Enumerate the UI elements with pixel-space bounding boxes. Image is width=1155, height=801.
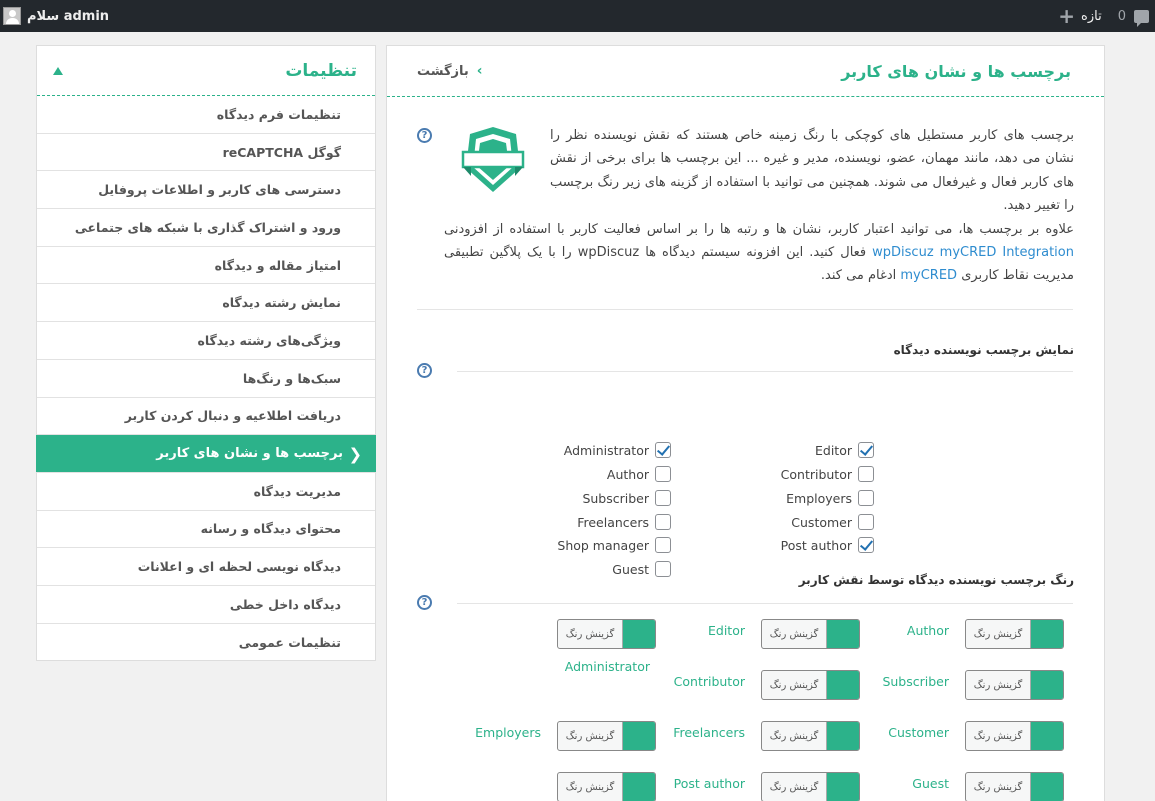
- checkbox-shop-manager[interactable]: [557, 537, 671, 553]
- color-swatch: [623, 722, 655, 750]
- sidebar-item-label: تنظیمات عمومی: [238, 634, 341, 650]
- checkbox-label: Editor: [815, 442, 852, 458]
- sidebar-item-label: دیدگاه داخل خطی: [229, 596, 341, 612]
- description-text: ادغام می کند.: [820, 268, 901, 284]
- checkbox-freelancers[interactable]: [577, 514, 671, 530]
- sidebar-item-recaptcha[interactable]: [37, 134, 375, 172]
- color-label-guest: Guest: [912, 776, 949, 791]
- sidebar-item-subscription[interactable]: [37, 398, 375, 436]
- color-label-freelancers: Freelancers: [673, 725, 745, 740]
- collapse-arrow-icon[interactable]: [53, 67, 63, 75]
- sidebar-header[interactable]: [37, 46, 375, 96]
- color-pick-text: گزینش رنگ: [558, 722, 623, 750]
- sidebar-item-label: ویژگی‌های رشته دیدگاه: [197, 332, 341, 348]
- description-text: فعال کنید. این افزونه سیستم دیدگاه ها wpDiscuz را با یک پلاگین تطبیقی مدیریت نقاط کاربری: [444, 245, 1074, 284]
- description: [444, 124, 1074, 288]
- help-icon[interactable]: ?: [417, 363, 432, 378]
- sidebar-item-live-commenting[interactable]: [37, 548, 375, 586]
- color-pick-text: گزینش رنگ: [966, 671, 1031, 699]
- settings-sidebar: [36, 45, 376, 661]
- sidebar-item-label: دسترسی های کاربر و اطلاعات پروفایل: [98, 182, 341, 198]
- checkbox[interactable]: [858, 442, 874, 458]
- checkbox-post-author[interactable]: [781, 537, 874, 553]
- settings-panel: [386, 45, 1105, 801]
- color-swatch: [623, 773, 655, 801]
- mycred-integration-link[interactable]: wpDiscuz myCRED Integration: [872, 245, 1074, 261]
- color-swatch: [1031, 722, 1063, 750]
- color-pick-text: گزینش رنگ: [966, 773, 1031, 801]
- checkbox[interactable]: [858, 537, 874, 553]
- description-paragraph: برچسب های کاربر مستطیل های کوچکی با رنگ زمینه خاص هستند که نقش نویسنده نظر را نشان می دهد، مانند مهمان، عضو، نویسنده، مدیر و غیره ... این برچسب ها برای برخی از نقش های کاربر فعال و غیرفعال می شوند. همچنین می توانید با استفاده از گزینه های زیر رنگ برچسب را تغییر دهید.: [550, 128, 1074, 214]
- checkbox-administrator[interactable]: [564, 442, 671, 458]
- checkbox[interactable]: [858, 466, 874, 482]
- color-picker-editor[interactable]: [761, 619, 860, 649]
- account-menu[interactable]: [0, 0, 109, 32]
- panel-header: [387, 46, 1104, 97]
- color-pick-text: گزینش رنگ: [966, 722, 1031, 750]
- color-pick-text: گزینش رنگ: [762, 671, 827, 699]
- checkbox-label: Shop manager: [557, 537, 649, 553]
- color-swatch: [1031, 773, 1063, 801]
- sidebar-item-label: امتیاز مقاله و دیدگاه: [214, 257, 341, 273]
- color-picker-contributor[interactable]: [761, 670, 860, 700]
- checkbox-label: Post author: [780, 537, 852, 553]
- checkbox-editor[interactable]: [815, 442, 874, 458]
- sidebar-item-thread-display[interactable]: [37, 284, 375, 322]
- sidebar-item-social-login[interactable]: [37, 209, 375, 247]
- sidebar-item-user-access[interactable]: [37, 171, 375, 209]
- checkbox[interactable]: [655, 466, 671, 482]
- sidebar-item-content-media[interactable]: [37, 511, 375, 549]
- checkbox-label: Customer: [791, 514, 852, 530]
- color-picker-employers[interactable]: [557, 721, 656, 751]
- checkbox-label: Employers: [786, 490, 852, 506]
- divider: [417, 309, 1073, 310]
- color-picker-subscriber[interactable]: [965, 670, 1064, 700]
- sidebar-item-inline-comments[interactable]: [37, 586, 375, 624]
- color-label-customer: Customer: [888, 725, 949, 740]
- checkbox[interactable]: [655, 442, 671, 458]
- color-label-employers: Employers: [475, 725, 541, 740]
- color-pick-text: گزینش رنگ: [762, 620, 827, 648]
- color-swatch: [827, 671, 859, 699]
- color-swatch: [827, 773, 859, 801]
- color-swatch: [623, 620, 655, 648]
- sidebar-item-label: محتوای دیدگاه و رسانه: [200, 521, 341, 537]
- checkbox-label: Administrator: [563, 442, 649, 458]
- color-picker-extra[interactable]: [557, 772, 656, 801]
- sidebar-item-label: مدیریت دیدگاه: [253, 483, 341, 499]
- new-label[interactable]: تازه: [1081, 8, 1102, 24]
- sidebar-item-moderation[interactable]: [37, 473, 375, 511]
- color-pick-text: گزینش رنگ: [762, 773, 827, 801]
- color-label-subscriber: Subscriber: [882, 674, 949, 689]
- sidebar-title: تنظیمات: [285, 60, 357, 81]
- color-pick-text: گزینش رنگ: [966, 620, 1031, 648]
- checkbox-label: Contributor: [780, 466, 852, 482]
- sidebar-item-styles-colors[interactable]: [37, 360, 375, 398]
- divider: [457, 371, 1073, 372]
- sidebar-item-rating[interactable]: [37, 247, 375, 285]
- checkbox-contributor[interactable]: [781, 466, 874, 482]
- sidebar-item-label: تنظیمات فرم دیدگاه: [216, 106, 341, 122]
- sidebar-item-comment-form[interactable]: [37, 96, 375, 134]
- checkbox-employers[interactable]: [786, 490, 874, 506]
- sidebar-item-general-settings[interactable]: [37, 624, 375, 662]
- checkbox[interactable]: [858, 490, 874, 506]
- avatar[interactable]: [3, 7, 21, 25]
- checkbox[interactable]: [655, 537, 671, 553]
- color-pick-text: گزینش رنگ: [762, 722, 827, 750]
- chevron-left-icon: ❮: [348, 444, 362, 464]
- section-title-show-labels: نمایش برچسب نویسنده دیدگاه: [893, 343, 1074, 357]
- color-picker-post-author[interactable]: [761, 772, 860, 801]
- color-label-editor: Editor: [708, 623, 745, 638]
- sidebar-item-thread-features[interactable]: [37, 322, 375, 360]
- checkbox-customer[interactable]: [791, 514, 874, 530]
- color-picker-customer[interactable]: [965, 721, 1064, 751]
- checkbox-author[interactable]: [607, 466, 671, 482]
- checkbox[interactable]: [858, 514, 874, 530]
- checkbox-label: Guest: [612, 561, 649, 577]
- color-pick-text: گزینش رنگ: [558, 773, 623, 801]
- color-pick-text: گزینش رنگ: [558, 620, 623, 648]
- checkbox[interactable]: [655, 514, 671, 530]
- checkbox-label: Subscriber: [582, 490, 649, 506]
- back-button[interactable]: [417, 63, 483, 79]
- sidebar-item-label: برچسب ها و نشان های کاربر: [156, 446, 343, 462]
- checkbox-guest[interactable]: [612, 561, 671, 577]
- color-swatch: [1031, 671, 1063, 699]
- color-label-contributor: Contributor: [673, 674, 745, 689]
- sidebar-item-label: سبک‌ها و رنگ‌ها: [242, 370, 341, 386]
- checkbox[interactable]: [655, 561, 671, 577]
- color-swatch: [827, 722, 859, 750]
- color-label-administrator: Administrator: [564, 659, 650, 674]
- comment-bubble-icon: [1134, 10, 1149, 23]
- color-swatch: [1031, 620, 1063, 648]
- greeting-text[interactable]: سلام admin: [27, 8, 110, 24]
- checkbox[interactable]: [655, 490, 671, 506]
- color-picker-guest[interactable]: [965, 772, 1064, 801]
- color-picker-freelancers[interactable]: [761, 721, 860, 751]
- sidebar-item-user-labels[interactable]: [36, 435, 376, 473]
- admin-bar: [0, 0, 1155, 32]
- comments-count: 0: [1117, 8, 1126, 24]
- checkbox-label: Author: [606, 466, 649, 482]
- checkbox-subscriber[interactable]: [582, 490, 671, 506]
- page-title: برچسب ها و نشان های کاربر: [841, 61, 1071, 81]
- color-picker-administrator[interactable]: [557, 619, 656, 649]
- sidebar-item-label: گوگل reCAPTCHA: [222, 144, 341, 160]
- new-content-menu[interactable]: [1058, 6, 1101, 26]
- sidebar-item-label: دریافت اطلاعیه و دنبال کردن کاربر: [124, 408, 341, 424]
- color-label-post-author: Post author: [673, 776, 745, 791]
- plus-icon: +: [1058, 4, 1076, 28]
- section-title-label-colors: رنگ برچسب نویسنده دیدگاه توسط نقش کاربر: [798, 573, 1074, 587]
- description-text: علاوه بر برچسب ها، می توانید اعتبار کاربر، نشان ها و رتبه ها را بر اساس فعالیت کاربر با استفاده از افزودنی: [444, 221, 1074, 237]
- color-picker-author[interactable]: [965, 619, 1064, 649]
- sidebar-item-label: ورود و اشتراک گذاری با شبکه های جتماعی: [74, 219, 341, 235]
- sidebar-item-label: نمایش رشته دیدگاه: [222, 295, 341, 311]
- divider: [457, 603, 1073, 604]
- back-label: بازگشت: [417, 63, 469, 79]
- mycred-link[interactable]: myCRED: [900, 268, 958, 284]
- help-icon[interactable]: ?: [417, 128, 432, 143]
- sidebar-item-label: دیدگاه نویسی لحظه ای و اعلانات: [137, 559, 341, 575]
- color-label-author: Author: [906, 623, 949, 638]
- badge-icon: [458, 124, 528, 196]
- comments-menu[interactable]: [1118, 9, 1149, 24]
- checkbox-label: Freelancers: [577, 514, 649, 530]
- chevron-right-icon: ›: [476, 63, 483, 79]
- help-icon[interactable]: ?: [417, 595, 432, 610]
- color-swatch: [827, 620, 859, 648]
